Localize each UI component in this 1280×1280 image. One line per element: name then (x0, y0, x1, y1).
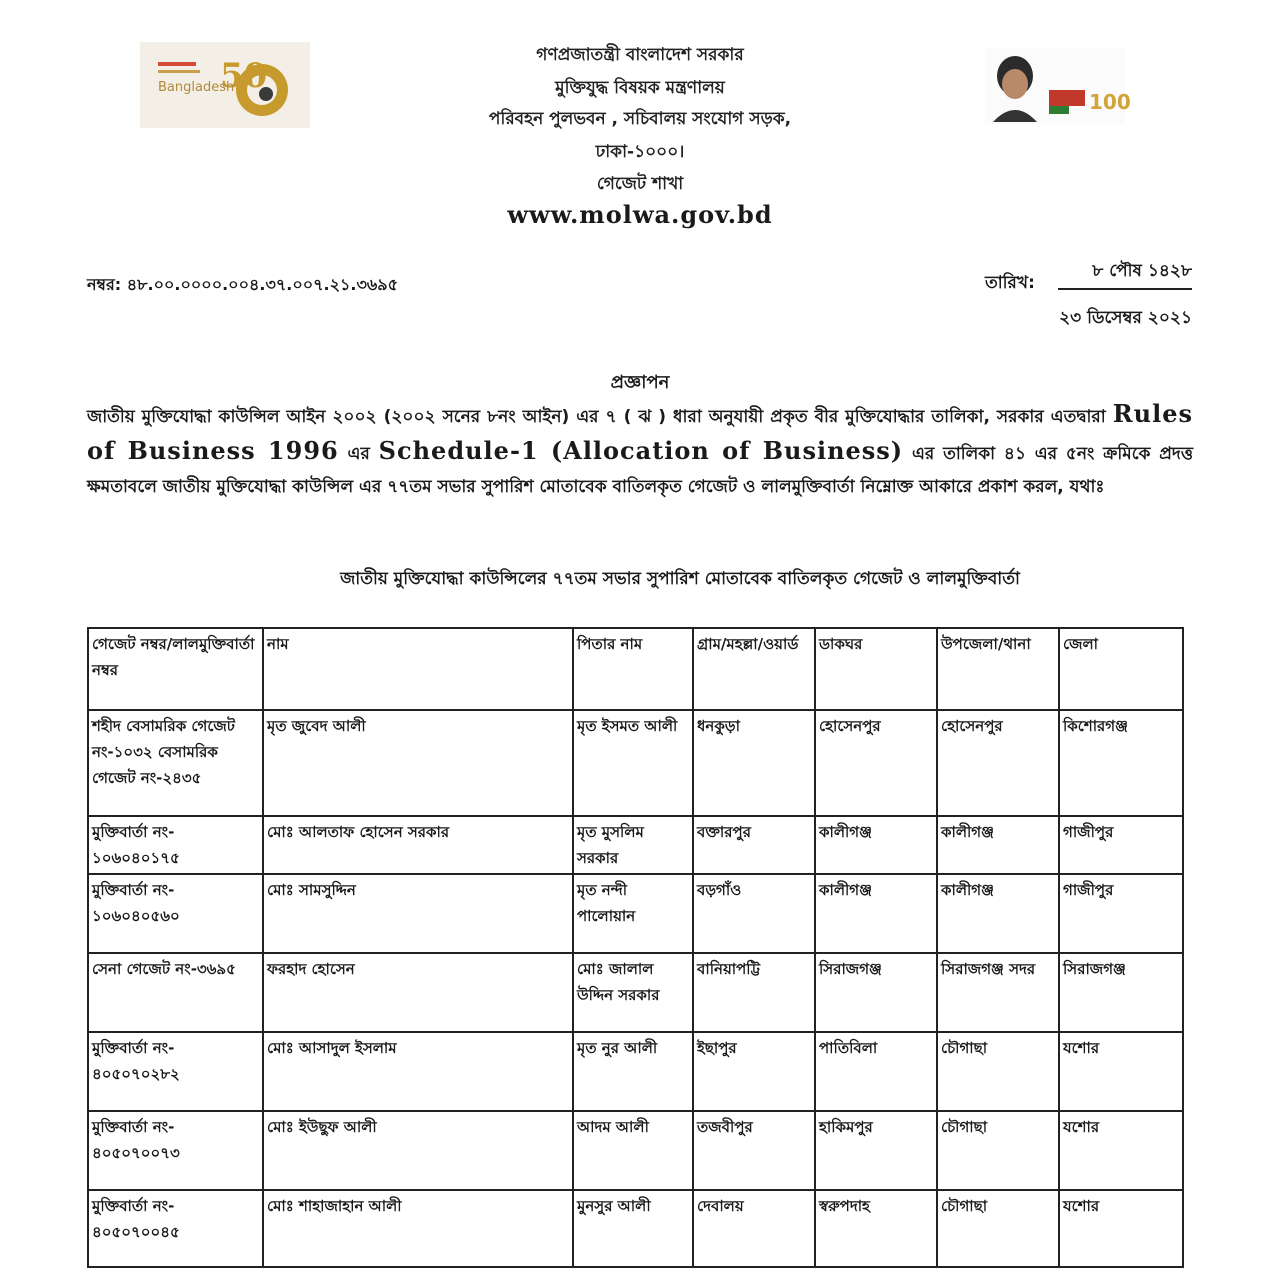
cell-father-name: মৃত ইসমত আলী (573, 710, 693, 816)
cell-name: মোঃ শাহাজাহান আলী (263, 1190, 573, 1267)
memo-number (87, 272, 398, 299)
table-row (88, 710, 1183, 816)
cell-district: যশোর (1059, 1111, 1183, 1190)
notice-body-english: Rules of Business 1996 (87, 399, 1193, 465)
cell-district: গাজীপুর (1059, 816, 1183, 874)
cell-gazette-no: মুক্তিবার্তা নং- ৪০৫০৭০০৭৩ (88, 1111, 263, 1190)
cell-father-name: মুনসুর আলী (573, 1190, 693, 1267)
cell-upazila: চৌগাছা (937, 1032, 1059, 1111)
cell-village: বড়গাঁও (693, 874, 815, 953)
col-header-name: নাম (263, 628, 573, 710)
mujib-100-logo (985, 48, 1131, 124)
cell-name: মোঃ ইউছুফ আলী (263, 1111, 573, 1190)
cell-village: দেবালয় (693, 1190, 815, 1267)
col-header-gazette-no: গেজেট নম্বর/লালমুক্তিবার্তা নম্বর (88, 628, 263, 710)
cell-village: ইছাপুর (693, 1032, 815, 1111)
memo-number-value: ৪৮.০০.০০০০.০০৪.৩৭.০০৭.২১.৩৬৯৫ (126, 275, 399, 294)
notice-body (87, 397, 1193, 504)
cell-upazila: কালীগঞ্জ (937, 874, 1059, 953)
header-line-3: পরিবহন পুলভবন , সচিবালয় সংযোগ সড়ক, (488, 109, 792, 129)
col-header-upazila: উপজেলা/থানা (937, 628, 1059, 710)
header-line-5: গেজেট শাখা (596, 174, 684, 194)
col-header-district: জেলা (1059, 628, 1183, 710)
cell-post-office: কালীগঞ্জ (815, 816, 937, 874)
cell-village: তজবীপুর (693, 1111, 815, 1190)
cell-gazette-no: শহীদ বেসামরিক গেজেট নং-১০৩২ বেসামরিক গেজেট নং-২৪৩৫ (88, 710, 263, 816)
header-line-2: মুক্তিযুদ্ধ বিষয়ক মন্ত্রণালয় (555, 78, 725, 98)
cell-village: ধনকুড়া (693, 710, 815, 816)
cell-district: যশোর (1059, 1190, 1183, 1267)
cell-district: যশোর (1059, 1032, 1183, 1111)
cell-name: মোঃ আলতাফ হোসেন সরকার (263, 816, 573, 874)
cell-upazila: সিরাজগঞ্জ সদর (937, 953, 1059, 1032)
cell-upazila: কালীগঞ্জ (937, 816, 1059, 874)
date-bangla: ৮ পৌষ ১৪২৮ (1058, 258, 1192, 290)
cell-father-name: মৃত নুর আলী (573, 1032, 693, 1111)
cell-father-name: মৃত মুসলিম সরকার (573, 816, 693, 874)
cell-upazila: চৌগাছা (937, 1190, 1059, 1267)
gazette-table (87, 627, 1184, 1268)
logo-number: 50 (220, 56, 268, 96)
logo-country-text: Bangladesh (158, 80, 235, 95)
cell-village: বক্তারপুর (693, 816, 815, 874)
cell-father-name: মোঃ জালাল উদ্দিন সরকার (573, 953, 693, 1032)
cell-post-office: স্বরুপদাহ (815, 1190, 937, 1267)
cell-district: সিরাজগঞ্জ (1059, 953, 1183, 1032)
cell-gazette-no: মুক্তিবার্তা নং- ৪০৫০৭০২৮২ (88, 1032, 263, 1111)
cell-village: বানিয়াপট্টি (693, 953, 815, 1032)
date-english: ২৩ ডিসেম্বর ২০২১ (1059, 308, 1192, 328)
cell-post-office: পাতিবিলা (815, 1032, 937, 1111)
cell-name: মোঃ আসাদুল ইসলাম (263, 1032, 573, 1111)
notice-body-english2: Schedule-1 (Allocation of Business) (378, 436, 904, 465)
cell-name: মোঃ সামসুদ্দিন (263, 874, 573, 953)
notice-body-part3: এর তালিকা ৪১ এর ৫নং ক্রমিকে প্রদত্ত ক্ষমতাবলে জাতীয় মুক্তিযোদ্ধা কাউন্সিল এর ৭৭তম সভার সুপারিশ মোতাবেক বাতিলকৃত গেজেট ও লালমুক্তিবার্তা নিম্নোক্ত আকারে প্রকাশ করল, যথাঃ (87, 444, 1194, 497)
table-row (88, 1111, 1183, 1190)
cell-name: ফরহাদ হোসেন (263, 953, 573, 1032)
cell-name: মৃত জুবেদ আলী (263, 710, 573, 816)
cell-father-name: মৃত নন্দী পালোয়ান (573, 874, 693, 953)
cell-post-office: হোসেনপুর (815, 710, 937, 816)
cell-post-office: সিরাজগঞ্জ (815, 953, 937, 1032)
table-row (88, 953, 1183, 1032)
website-link[interactable]: www.molwa.gov.bd (507, 200, 773, 229)
header-line-4: ঢাকা-১০০০। (595, 142, 685, 162)
col-header-father-name: পিতার নাম (573, 628, 693, 710)
cell-upazila: হোসেনপুর (937, 710, 1059, 816)
cell-father-name: আদম আলী (573, 1111, 693, 1190)
cell-district: কিশোরগঞ্জ (1059, 710, 1183, 816)
col-header-post-office: ডাকঘর (815, 628, 937, 710)
cell-gazette-no: মুক্তিবার্তা নং- ৪০৫০৭০০৪৫ (88, 1190, 263, 1267)
memo-number-label: নম্বর: (87, 275, 122, 294)
logo-number-100: 100 (1089, 90, 1131, 114)
table-row (88, 816, 1183, 874)
table-row (88, 1190, 1183, 1267)
table-header-row (88, 628, 1183, 710)
col-header-village: গ্রাম/মহল্লা/ওয়ার্ড (693, 628, 815, 710)
cell-gazette-no: মুক্তিবার্তা নং- ১০৬০৪০১৭৫ (88, 816, 263, 874)
header-line-1: গণপ্রজাতন্ত্রী বাংলাদেশ সরকার (536, 45, 744, 65)
bangladesh-50-logo (140, 42, 310, 128)
table-subtitle: জাতীয় মুক্তিযোদ্ধা কাউন্সিলের ৭৭তম সভার সুপারিশ মোতাবেক বাতিলকৃত গেজেট ও লালমুক্তিবার্তা (340, 569, 1020, 589)
table-row (88, 1032, 1183, 1111)
notice-title: প্রজ্ঞাপন (610, 372, 670, 393)
cell-post-office: কালীগঞ্জ (815, 874, 937, 953)
date-label: তারিখ: (985, 273, 1035, 293)
cell-district: গাজীপুর (1059, 874, 1183, 953)
notice-body-part1: জাতীয় মুক্তিযোদ্ধা কাউন্সিল আইন ২০০২ (২০০২ সনের ৮নং আইন) এর ৭ ( ঝ ) ধারা অনুযায়ী প্রকৃত বীর মুক্তিযোদ্ধার তালিকা, সরকার এতদ্বারা (87, 407, 1106, 427)
table-row (88, 874, 1183, 953)
cell-upazila: চৌগাছা (937, 1111, 1059, 1190)
cell-post-office: হাকিমপুর (815, 1111, 937, 1190)
cell-gazette-no: সেনা গেজেট নং-৩৬৯৫ (88, 953, 263, 1032)
cell-gazette-no: মুক্তিবার্তা নং- ১০৬০৪০৫৬০ (88, 874, 263, 953)
notice-body-part2: এর (347, 444, 370, 464)
